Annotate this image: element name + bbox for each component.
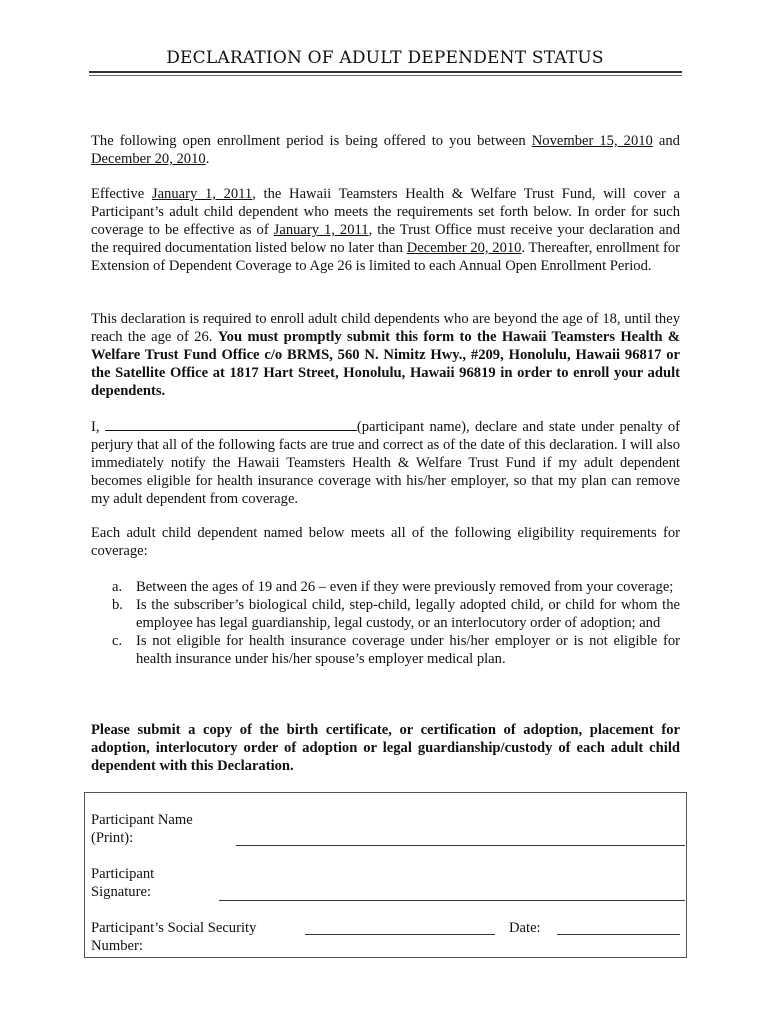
coverage-paragraph: Effective January 1, 2011, the Hawaii Teamsters Health & Welfare Trust Fund, will cover a Participant’s adult child dependent who meets the requirements set forth below. In order for such coverage to be effective as of January 1, 2011, the Trust Office must receive your declaration and the required documentation listed below no later than December 20, 2010. Thereafter, enrollment for Extension of Dependent Coverage to Age 26 is limited to each Annual Open Enrollment Period. bbox=[91, 186, 681, 274]
list-item: b. Is the subscriber’s biological child, step-child, legally adopted child, or child for whom the employee has legal guardianship, legal custody, or an interlocutory order of adoption; and bbox=[112, 597, 680, 631]
ssn-field[interactable] bbox=[305, 934, 495, 935]
participant-name-field[interactable] bbox=[236, 845, 685, 846]
signature-label-2: Signature: bbox=[91, 884, 151, 900]
signature-field[interactable] bbox=[219, 900, 685, 901]
requirements-list bbox=[112, 578, 680, 668]
signature-label: Participant bbox=[91, 866, 155, 882]
effective-date: January 1, 2011 bbox=[151, 186, 253, 202]
participant-name-label-2: (Print): bbox=[91, 830, 134, 846]
deadline-date: December 20, 2010 bbox=[406, 240, 522, 256]
list-item: a. Between the ages of 19 and 26 – even if they were previously removed from your coverage; bbox=[112, 579, 674, 595]
submission-instructions: You must promptly submit this form to the Hawaii Teamsters Health & Welfare Trust Fund Office c/o BRMS, 560 N. Nimitz Hwy., #209, Honolulu, Hawaii 96817 or the Satellite Office at 1817 Hart Street, Honolulu, Hawaii 96819 in order to enroll your adult dependents. bbox=[91, 329, 680, 399]
title-rule bbox=[89, 71, 682, 73]
enrollment-end-date: December 20, 2010 bbox=[91, 151, 206, 167]
enrollment-start-date: November 15, 2010 bbox=[531, 133, 653, 149]
declaration-paragraph: I, (participant name), declare and state under penalty of perjury that all of the following facts are true and correct as of the date of this declaration. I will also immediately notify the Hawaii Teamsters Health & Welfare Trust Fund if my adult dependent becomes eligible for health insurance coverage with his/her employer, so that my plan can remove my adult dependent from coverage. bbox=[91, 419, 680, 507]
ssn-label: Participant’s Social Security bbox=[91, 920, 257, 936]
eligibility-intro: Each adult child dependent named below meets all of the following eligibility requirements for coverage: bbox=[91, 525, 680, 559]
participant-name-label: Participant Name bbox=[91, 812, 193, 828]
title-rule-thin bbox=[89, 75, 682, 76]
page-title: DECLARATION OF ADULT DEPENDENT STATUS bbox=[166, 48, 604, 68]
enrollment-period-paragraph: The following open enrollment period is being offered to you between November 15, 2010 and December 20, 2010. bbox=[91, 133, 680, 167]
date-label: Date: bbox=[509, 920, 541, 936]
effective-date-2: January 1, 2011 bbox=[273, 222, 369, 238]
date-field[interactable] bbox=[557, 934, 680, 935]
participant-name-blank[interactable] bbox=[105, 417, 357, 431]
ssn-label-2: Number: bbox=[91, 938, 143, 954]
submission-paragraph: This declaration is required to enroll adult child dependents who are beyond the age of 18, until they reach the age of 26. You must promptly submit this form to the Hawaii Teamsters Health & Welfare Trust Fund Office c/o BRMS, 560 N. Nimitz Hwy., #209, Honolulu, Hawaii 96817 or the Satellite Office at 1817 Hart Street, Honolulu, Hawaii 96819 in order to enroll your adult dependents. bbox=[91, 311, 680, 399]
list-item: c. Is not eligible for health insurance coverage under his/her employer or is not eligible for health insurance under his/her spouse’s employer medical plan. bbox=[112, 633, 680, 667]
documentation-notice: Please submit a copy of the birth certificate, or certification of adoption, placement for adoption, interlocutory order of adoption or legal guardianship/custody of each adult child dependent with this Declaration. bbox=[91, 722, 680, 774]
